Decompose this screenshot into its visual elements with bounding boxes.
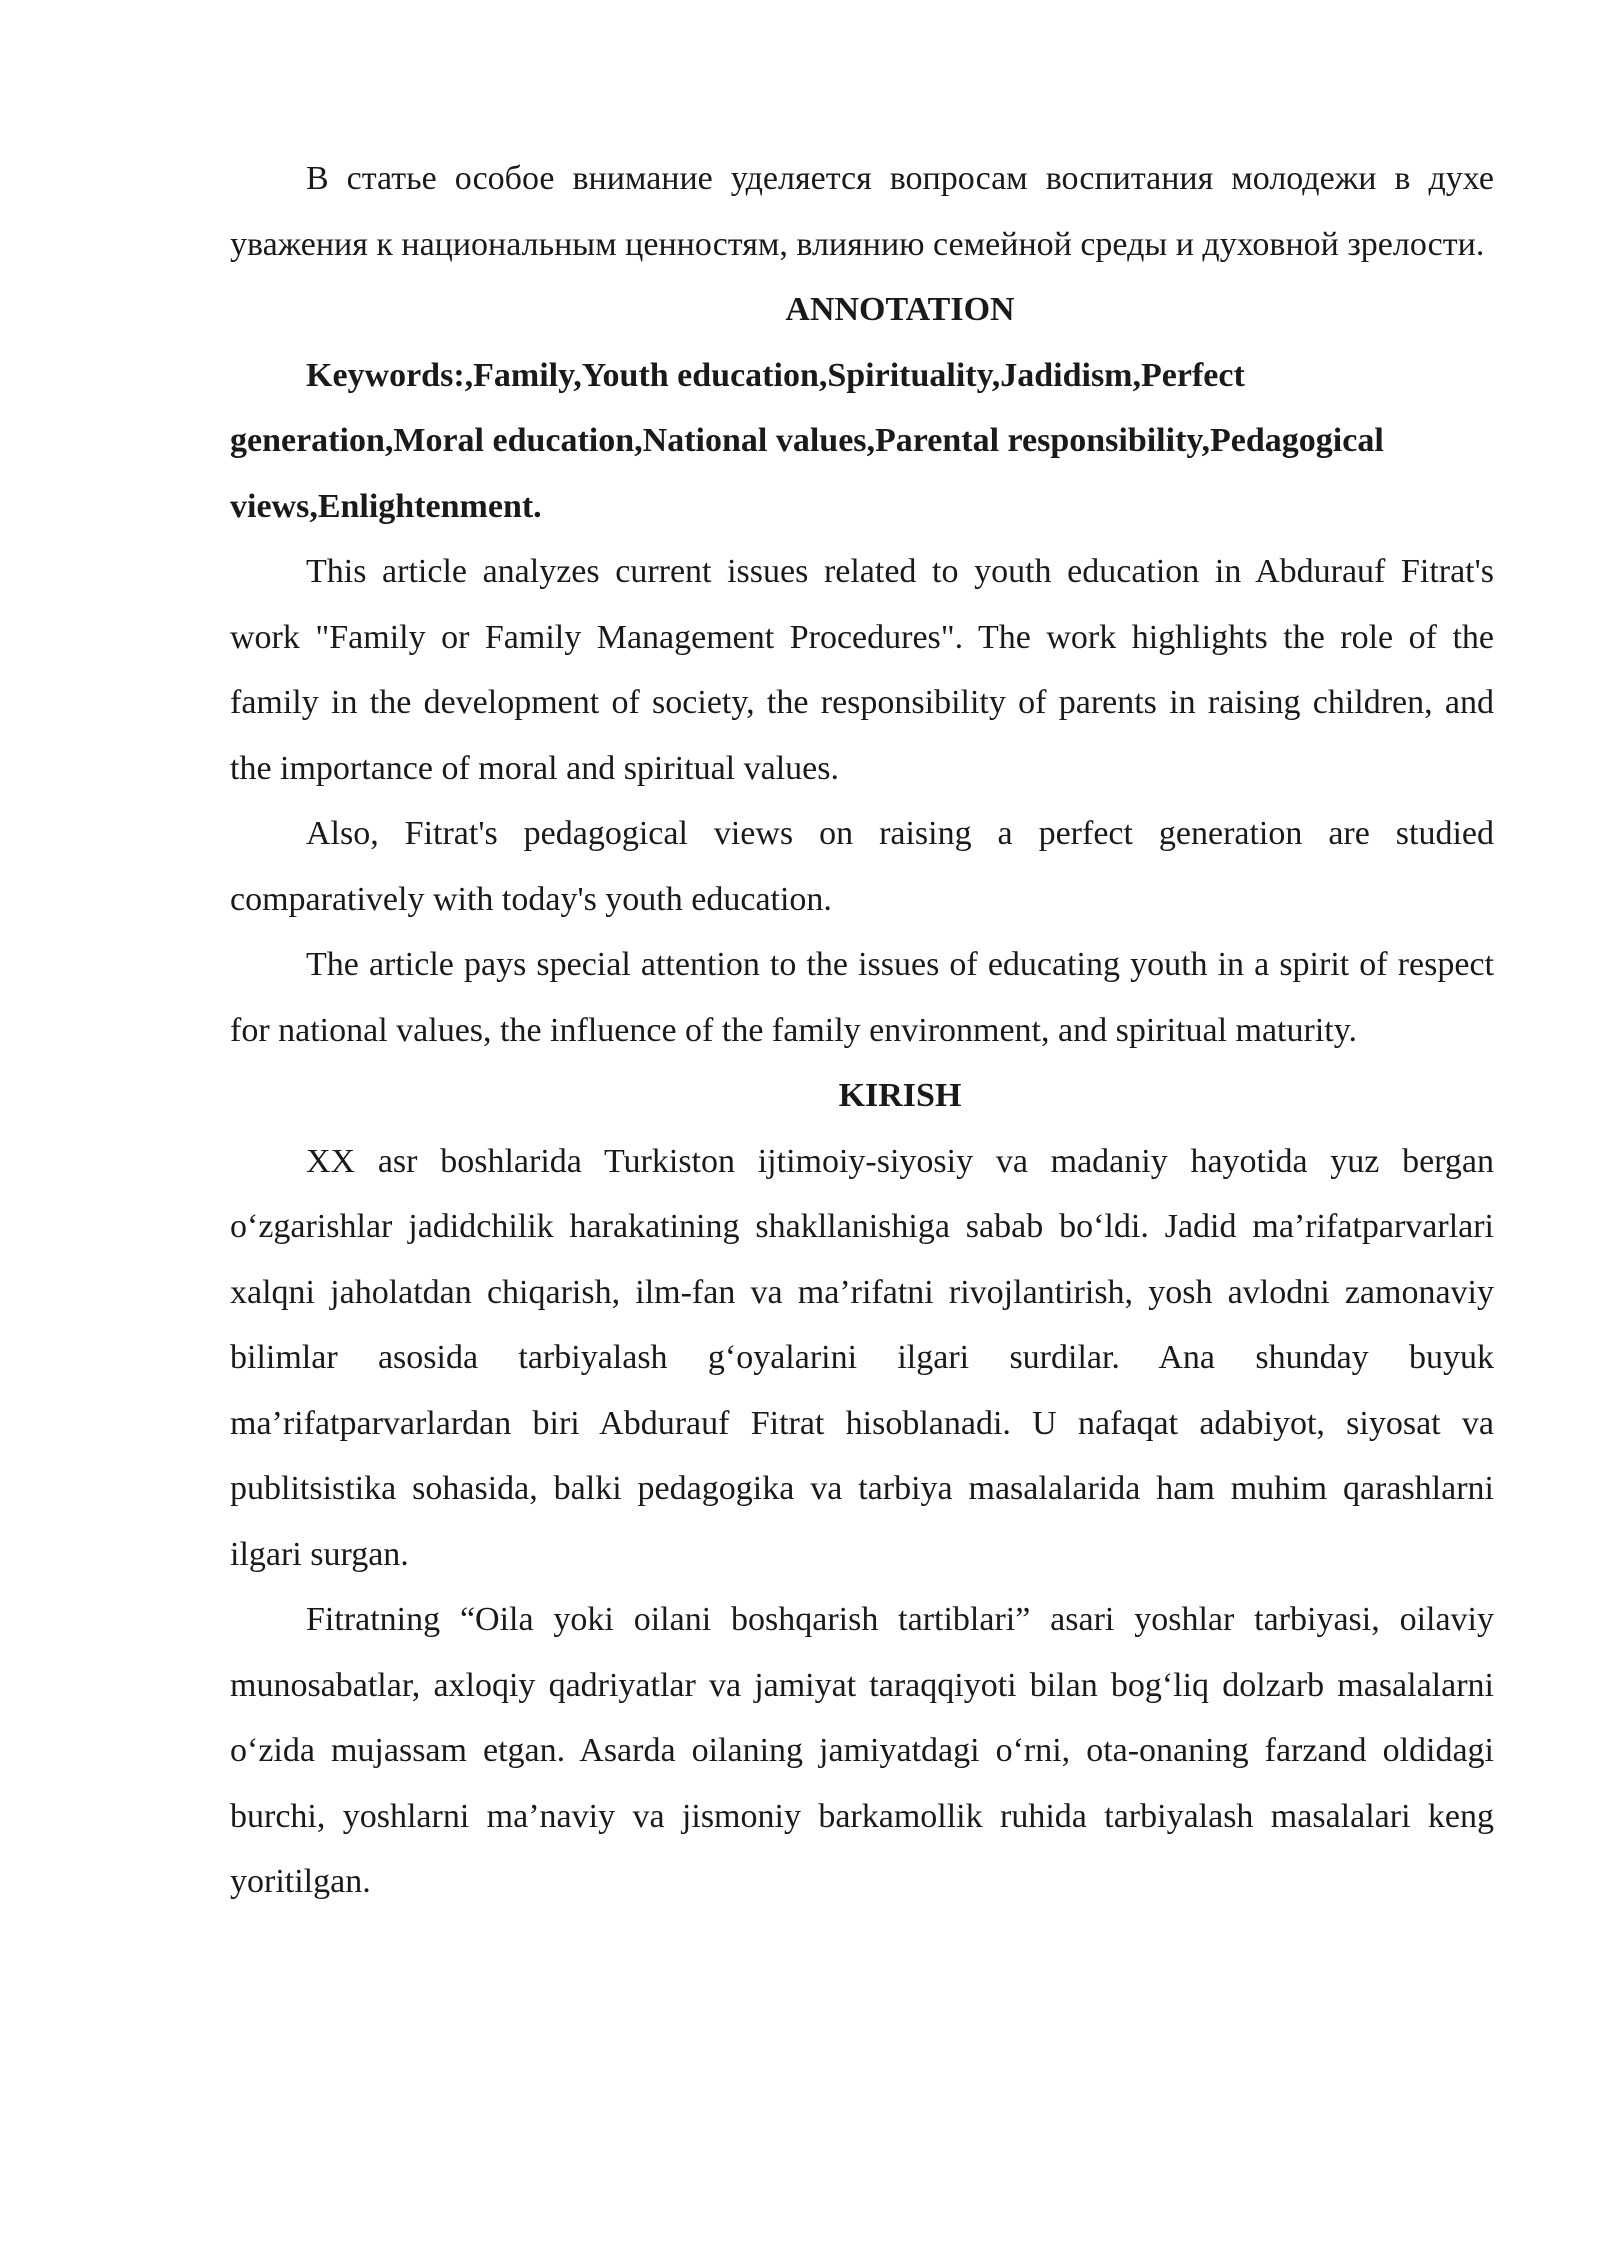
english-abstract-paragraph-2: Also, Fitrat's pedagogical views on raising a perfect generation are studied comparatively with today's youth education. xyxy=(230,815,1494,918)
english-abstract-paragraph-3: The article pays special attention to the issues of educating youth in a spirit of respect for national values, the influence of the family environment, and spiritual maturity. xyxy=(230,946,1494,1049)
russian-abstract-paragraph: В статье особое внимание уделяется вопросам воспитания молодежи в духе уважения к национальным ценностям, влиянию семейной среды и духовной зрелости. xyxy=(230,160,1494,263)
document-page xyxy=(230,146,1494,1915)
english-abstract-paragraph-1: This article analyzes current issues related to youth education in Abdurauf Fitrat's work "Family or Family Management Procedures". The work highlights the role of the family in the development of society, the responsibility of parents in raising children, and the importance of moral and spiritual values. xyxy=(230,553,1494,787)
introduction-paragraph-2: Fitratning “Oila yoki oilani boshqarish tartiblari” asari yoshlar tarbiyasi, oilaviy munosabatlar, axloqiy qadriyatlar va jamiyat taraqqiyoti bilan bog‘liq dolzarb masalalarni o‘zida mujassam etgan. Asarda oilaning jamiyatdagi o‘rni, ota-onaning farzand oldidagi burchi, yoshlarni ma’naviy va jismoniy barkamollik ruhida tarbiyalash masalalari keng yoritilgan. xyxy=(230,1601,1494,1900)
annotation-heading: ANNOTATION xyxy=(785,291,1015,328)
keywords-paragraph: Keywords:,Family,Youth education,Spirituality,Jadidism,Perfect generation,Moral education,National values,Parental responsibility,Pedagogical views,Enlightenment. xyxy=(230,356,1384,525)
introduction-paragraph-1: XX asr boshlarida Turkiston ijtimoiy-siyosiy va madaniy hayotida yuz bergan o‘zgarishlar jadidchilik harakatining shakllanishiga sabab bo‘ldi. Jadid ma’rifatparvarlari xalqni jaholatdan chiqarish, ilm-fan va ma’rifatni rivojlantirish, yosh avlodni zamonaviy bilimlar asosida tarbiyalash g‘oyalarini ilgari surdilar. Ana shunday buyuk ma’rifatparvarlardan biri Abdurauf Fitrat hisoblanadi. U nafaqat adabiyot, siyosat va publitsistika sohasida, balki pedagogika va tarbiya masalalarida ham muhim qarashlarni ilgari surgan. xyxy=(230,1142,1494,1573)
introduction-heading: KIRISH xyxy=(838,1077,962,1114)
